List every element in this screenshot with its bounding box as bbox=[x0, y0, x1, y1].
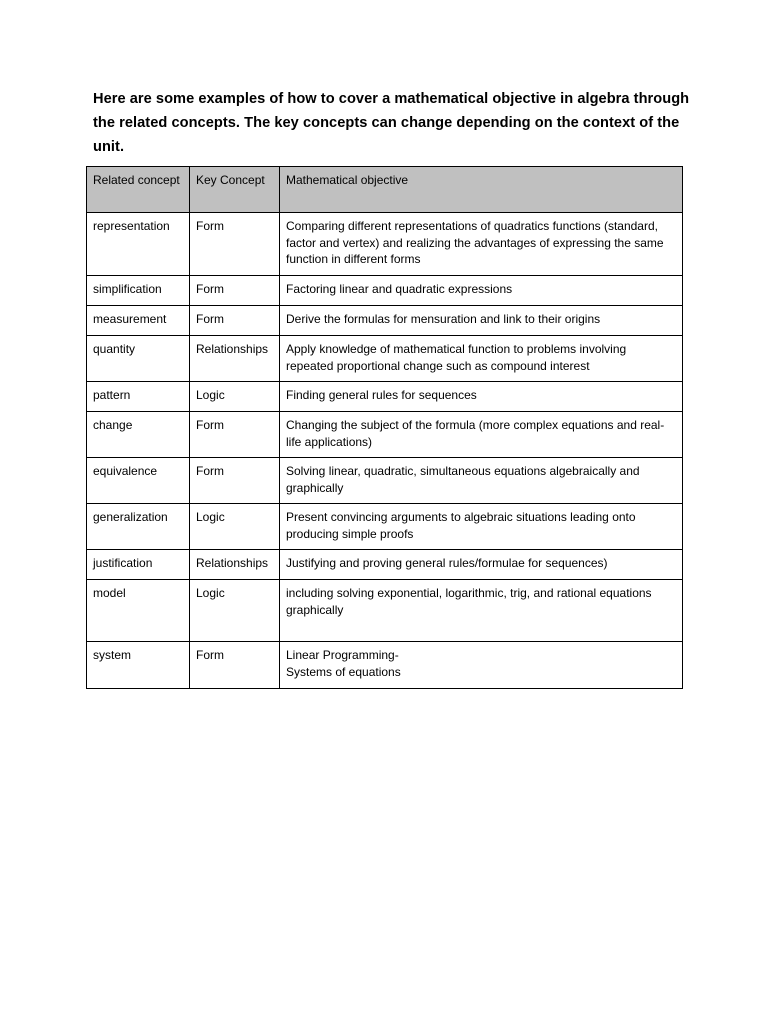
related-concept-cell: system bbox=[87, 642, 190, 689]
table-row bbox=[87, 550, 683, 580]
table-row bbox=[87, 412, 683, 458]
table-row bbox=[87, 336, 683, 382]
table-row bbox=[87, 504, 683, 550]
table-header-row bbox=[87, 167, 683, 213]
table-row bbox=[87, 382, 683, 412]
related-concept-cell: quantity bbox=[87, 336, 190, 382]
related-concept-cell: representation bbox=[87, 213, 190, 276]
objectives-table bbox=[86, 166, 683, 689]
table-row bbox=[87, 276, 683, 306]
related-concept-cell: model bbox=[87, 580, 190, 642]
key-concept-cell: Relationships bbox=[190, 336, 280, 382]
intro-paragraph: Here are some examples of how to cover a mathematical objective in algebra through the related concepts. The key concepts can change depending on the context of the unit. bbox=[93, 91, 690, 155]
key-concept-cell: Logic bbox=[190, 504, 280, 550]
objective-cell: Solving linear, quadratic, simultaneous equations algebraically and graphically bbox=[280, 458, 683, 504]
key-concept-cell: Form bbox=[190, 213, 280, 276]
related-concept-cell: equivalence bbox=[87, 458, 190, 504]
related-concept-cell: change bbox=[87, 412, 190, 458]
objective-cell: Finding general rules for sequences bbox=[280, 382, 683, 412]
objective-cell: Present convincing arguments to algebraic situations leading onto producing simple proofs bbox=[280, 504, 683, 550]
key-concept-cell: Logic bbox=[190, 382, 280, 412]
objective-cell: Comparing different representations of quadratics functions (standard, factor and vertex) and realizing the advantages of expressing the same function in different forms bbox=[280, 213, 683, 276]
header-mathematical-objective: Mathematical objective bbox=[280, 167, 683, 213]
related-concept-cell: generalization bbox=[87, 504, 190, 550]
header-key-concept: Key Concept bbox=[190, 167, 280, 213]
objective-cell: including solving exponential, logarithmic, trig, and rational equations graphically bbox=[280, 580, 683, 642]
objective-cell: Apply knowledge of mathematical function to problems involving repeated proportional change such as compound interest bbox=[280, 336, 683, 382]
table-row bbox=[87, 458, 683, 504]
related-concept-cell: measurement bbox=[87, 306, 190, 336]
objective-cell: Linear Programming- Systems of equations bbox=[280, 642, 683, 689]
key-concept-cell: Form bbox=[190, 306, 280, 336]
table-row bbox=[87, 580, 683, 642]
table-row bbox=[87, 306, 683, 336]
table-row bbox=[87, 213, 683, 276]
objective-cell: Changing the subject of the formula (more complex equations and real-life applications) bbox=[280, 412, 683, 458]
header-related-concept: Related concept bbox=[87, 167, 190, 213]
related-concept-cell: simplification bbox=[87, 276, 190, 306]
table-row bbox=[87, 642, 683, 689]
objective-cell: Justifying and proving general rules/formulae for sequences) bbox=[280, 550, 683, 580]
key-concept-cell: Form bbox=[190, 458, 280, 504]
key-concept-cell: Form bbox=[190, 642, 280, 689]
key-concept-cell: Relationships bbox=[190, 550, 280, 580]
key-concept-cell: Form bbox=[190, 412, 280, 458]
objective-cell: Derive the formulas for mensuration and link to their origins bbox=[280, 306, 683, 336]
key-concept-cell: Form bbox=[190, 276, 280, 306]
related-concept-cell: justification bbox=[87, 550, 190, 580]
objective-cell: Factoring linear and quadratic expressions bbox=[280, 276, 683, 306]
related-concept-cell: pattern bbox=[87, 382, 190, 412]
key-concept-cell: Logic bbox=[190, 580, 280, 642]
